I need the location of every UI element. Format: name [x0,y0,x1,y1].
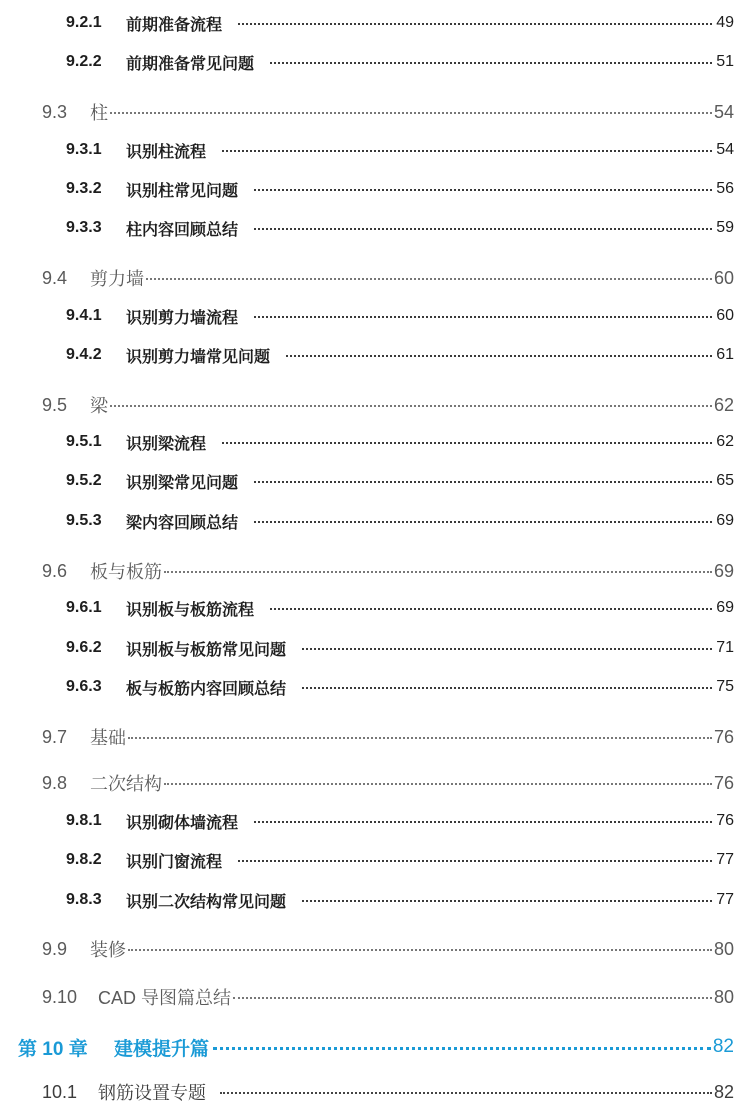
toc-entry-9-3-3[interactable] [66,213,734,243]
toc-entry-9-8-3[interactable] [66,885,734,915]
toc-entry-title: 识别柱常见问题 [126,182,239,200]
toc-entry-number: 9.5.2 [66,472,102,489]
dot-leader [233,997,712,999]
toc-entry-page: 76 [716,812,734,829]
dot-leader [254,481,712,483]
toc-entry-title: 装修 [90,940,126,960]
toc-entry-10-1[interactable] [42,1077,734,1107]
toc-entry-title: 板与板筋 [90,562,162,582]
toc-entry-number: 9.8 [42,772,68,793]
dot-leader [238,860,712,862]
toc-entry-9-8[interactable] [42,768,734,798]
dot-leader [222,150,712,152]
dot-leader [213,1047,711,1050]
toc-entry-page: 65 [716,472,734,489]
toc-entry-title: 识别砌体墙流程 [126,814,239,832]
toc-entry-title: 识别梁流程 [126,435,207,453]
dot-leader [302,687,712,689]
toc-entry-page: 60 [713,267,734,288]
toc-entry-number: 9.4.2 [66,346,102,363]
toc-entry-title: 识别剪力墙流程 [126,309,239,327]
toc-entry-page: 76 [713,772,734,793]
toc-entry-number: 9.6.2 [66,639,102,656]
toc-entry-title: CAD 导图篇总结 [98,988,232,1008]
toc-entry-title: 柱内容回顾总结 [126,221,239,239]
toc-chapter-title: 建模提升篇 [114,1038,210,1060]
toc-entry-page: 77 [716,891,734,908]
toc-chapter-10[interactable] [18,1032,734,1062]
toc-entry-page: 51 [716,53,734,70]
toc-entry-number: 9.5.3 [66,512,102,529]
toc-entry-number: 9.5.1 [66,433,102,450]
dot-leader [128,737,712,739]
toc-entry-number: 9.7 [42,726,68,747]
toc-entry-page: 60 [716,307,734,324]
toc-entry-page: 54 [713,101,734,122]
toc-entry-title: 前期准备流程 [126,16,223,34]
toc-entry-number: 9.3.1 [66,141,102,158]
toc-entry-page: 54 [716,141,734,158]
toc-entry-number: 9.2.2 [66,53,102,70]
toc-entry-page: 69 [713,560,734,581]
dot-leader [222,442,712,444]
toc-entry-title: 二次结构 [90,774,162,794]
toc-entry-9-5[interactable] [42,390,734,420]
toc-entry-number: 9.3.2 [66,180,102,197]
toc-entry-title: 板与板筋内容回顾总结 [126,680,287,698]
dot-leader [254,228,712,230]
toc-entry-number: 9.8.1 [66,812,102,829]
toc-entry-title: 识别剪力墙常见问题 [126,348,271,366]
toc-entry-page: 76 [713,726,734,747]
toc-entry-title: 梁内容回顾总结 [126,514,239,532]
dot-leader [164,783,712,785]
toc-entry-9-6-1[interactable] [66,593,734,623]
toc-entry-9-5-1[interactable] [66,427,734,457]
toc-entry-9-7[interactable] [42,722,734,752]
toc-entry-number: 9.9 [42,938,68,959]
toc-entry-page: 59 [716,219,734,236]
toc-entry-title: 识别门窗流程 [126,853,223,871]
toc-entry-number: 10.1 [42,1081,78,1102]
toc-entry-9-5-2[interactable] [66,466,734,496]
toc-entry-title: 梁 [90,396,108,416]
toc-entry-title: 识别板与板筋常见问题 [126,641,287,659]
toc-entry-title: 钢筋设置专题 [98,1083,206,1103]
dot-leader [270,608,712,610]
toc-entry-number: 9.8.2 [66,851,102,868]
toc-entry-number: 9.4 [42,267,68,288]
toc-entry-page: 62 [713,394,734,415]
toc-entry-number: 9.6 [42,560,68,581]
toc-entry-9-2-1[interactable] [66,8,734,38]
toc-entry-9-6[interactable] [42,556,734,586]
toc-entry-page: 69 [716,599,734,616]
toc-entry-9-3-1[interactable] [66,135,734,165]
toc-entry-number: 9.3 [42,101,68,122]
toc-entry-9-4-1[interactable] [66,301,734,331]
toc-entry-9-6-2[interactable] [66,633,734,663]
toc-entry-title: 识别柱流程 [126,143,207,161]
dot-leader [220,1092,712,1094]
toc-entry-page: 61 [716,346,734,363]
toc-entry-page: 69 [716,512,734,529]
toc-entry-page: 49 [716,14,734,31]
dot-leader [270,62,712,64]
toc-entry-page: 77 [716,851,734,868]
dot-leader [254,316,712,318]
toc-entry-page: 80 [713,986,734,1007]
dot-leader [110,405,712,407]
dot-leader [254,821,712,823]
toc-entry-title: 基础 [90,728,126,748]
toc-entry-page: 71 [716,639,734,656]
dot-leader [254,521,712,523]
toc-entry-title: 识别梁常见问题 [126,474,239,492]
toc-entry-page: 75 [716,678,734,695]
toc-entry-9-10[interactable] [42,982,734,1012]
toc-entry-9-3-2[interactable] [66,174,734,204]
toc-entry-page: 80 [713,938,734,959]
toc-chapter-number: 第 10 章 [18,1038,88,1060]
dot-leader [286,355,712,357]
toc-entry-9-8-1[interactable] [66,806,734,836]
dot-leader [128,949,712,951]
toc-entry-9-9[interactable] [42,934,734,964]
toc-entry-page: 56 [716,180,734,197]
toc-entry-number: 9.10 [42,986,78,1007]
dot-leader [164,571,712,573]
toc-entry-title: 柱 [90,103,108,123]
dot-leader [238,23,712,25]
toc-entry-title: 识别板与板筋流程 [126,601,255,619]
toc-entry-number: 9.4.1 [66,307,102,324]
dot-leader [302,900,712,902]
toc-entry-number: 9.8.3 [66,891,102,908]
toc-entry-title: 前期准备常见问题 [126,55,255,73]
toc-entry-number: 9.3.3 [66,219,102,236]
toc-entry-number: 9.6.1 [66,599,102,616]
toc-entry-9-8-2[interactable] [66,845,734,875]
dot-leader [146,278,712,280]
dot-leader [302,648,712,650]
toc-entry-number: 9.6.3 [66,678,102,695]
toc-entry-title: 剪力墙 [90,269,144,289]
toc-entry-title: 识别二次结构常见问题 [126,893,287,911]
toc-entry-number: 9.2.1 [66,14,102,31]
toc-entry-9-4[interactable] [42,263,734,293]
dot-leader [110,112,712,114]
toc-chapter-page: 82 [712,1036,734,1057]
toc-entry-9-3[interactable] [42,97,734,127]
toc-entry-9-5-3[interactable] [66,506,734,536]
toc-entry-page: 62 [716,433,734,450]
toc-entry-9-2-2[interactable] [66,47,734,77]
toc-entry-9-4-2[interactable] [66,340,734,370]
toc-entry-number: 9.5 [42,394,68,415]
toc-entry-page: 82 [713,1081,734,1102]
toc-entry-9-6-3[interactable] [66,672,734,702]
dot-leader [254,189,712,191]
